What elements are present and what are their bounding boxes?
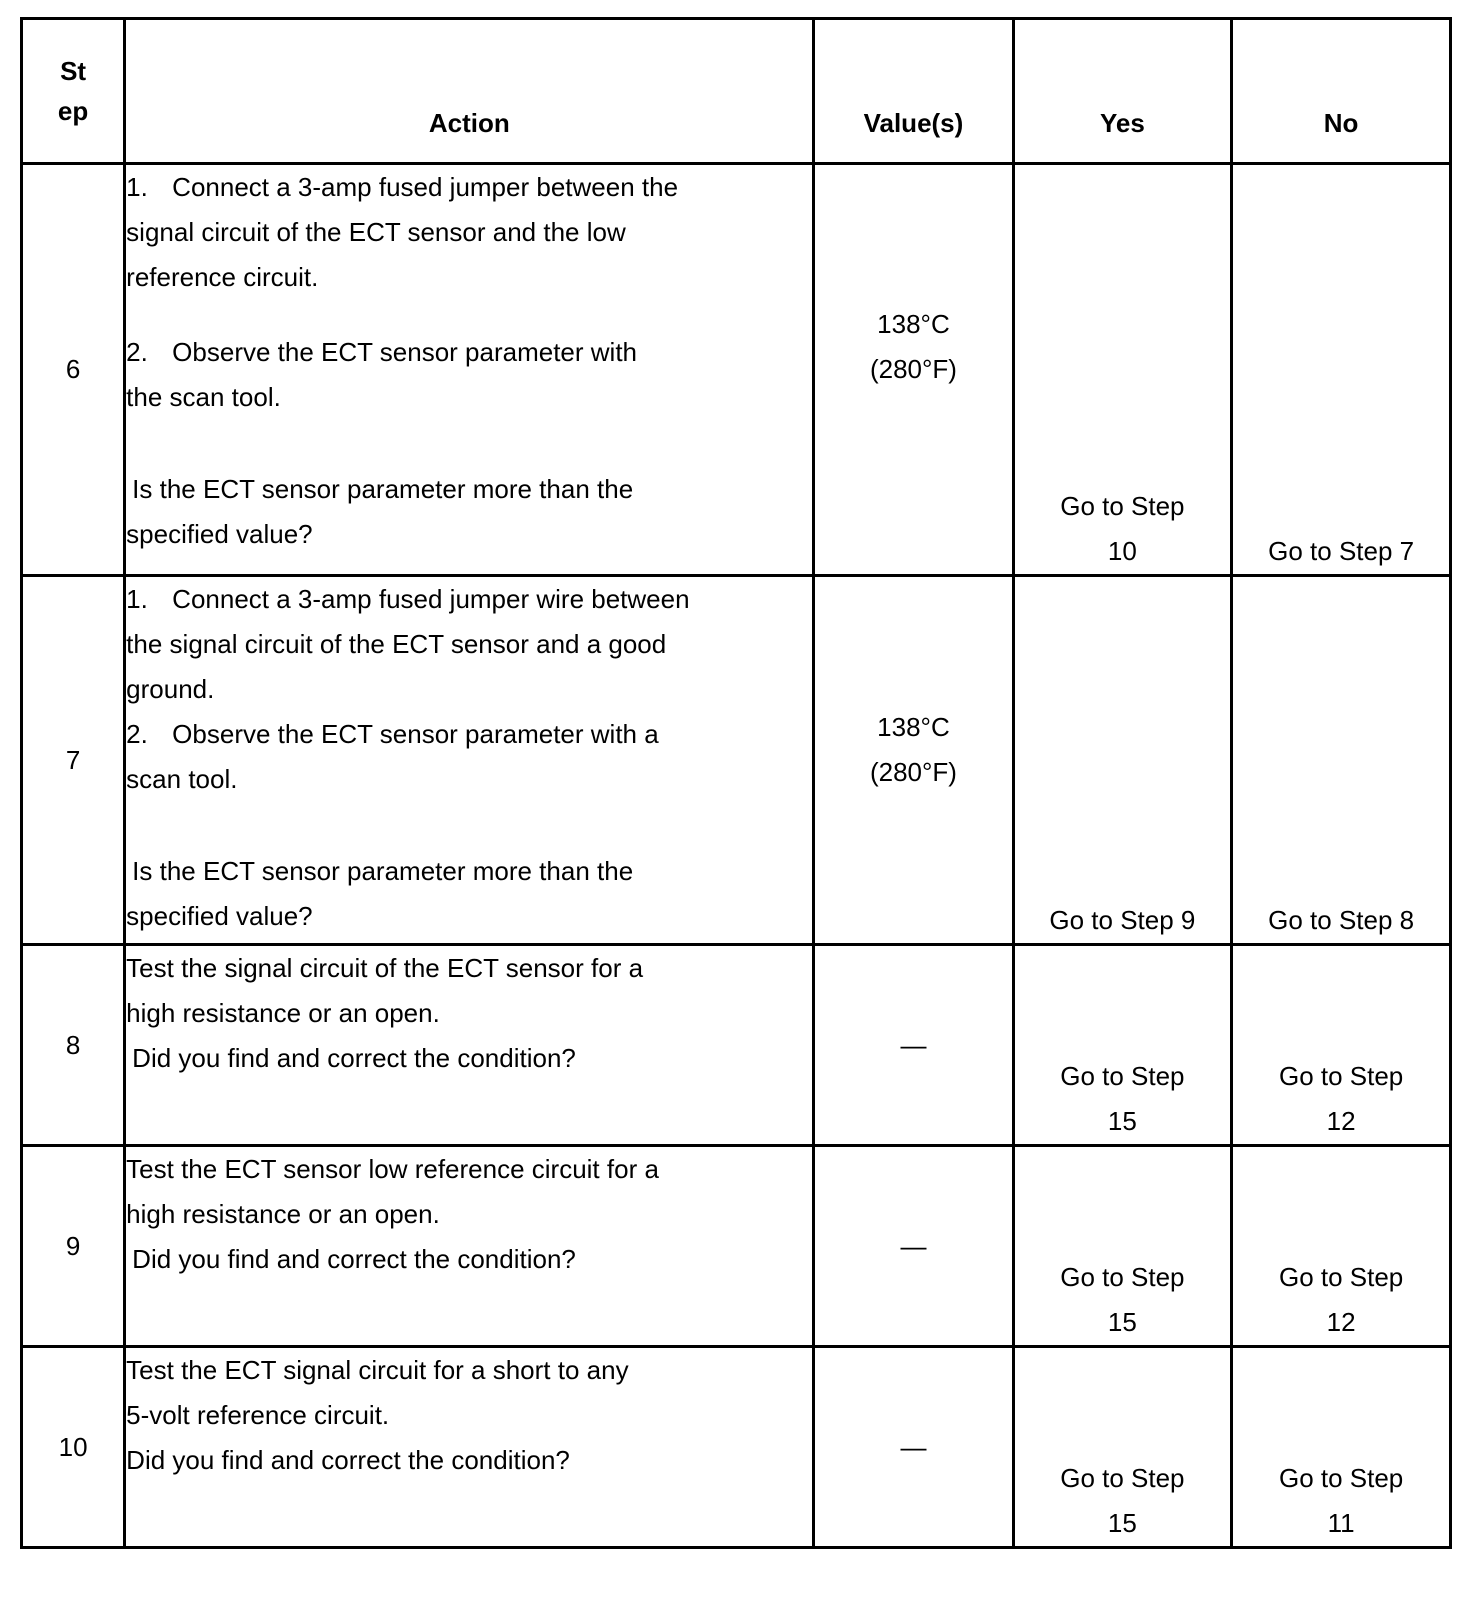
no-cell xyxy=(1232,1146,1451,1347)
action-item-1 xyxy=(126,165,812,210)
question-text: specified value? xyxy=(126,519,313,549)
question-text: Is the ECT sensor parameter more than the xyxy=(132,474,634,504)
question-text: specified value? xyxy=(126,901,313,931)
no-cell xyxy=(1232,164,1451,576)
yes-cell xyxy=(1013,164,1232,576)
no-text: Go to Step 8 xyxy=(1268,905,1415,935)
no-text: Go to Step xyxy=(1278,1463,1404,1493)
item-number: 1. xyxy=(126,584,148,614)
yes-text: Go to Step xyxy=(1060,1061,1185,1091)
no-step: 12 xyxy=(1326,1307,1356,1337)
value-cell xyxy=(814,164,1013,576)
value-dash: — xyxy=(900,1431,927,1462)
action-text: reference circuit. xyxy=(126,262,319,292)
action-text: the scan tool. xyxy=(126,382,281,412)
item-number: 2. xyxy=(126,719,148,749)
item-number: 2. xyxy=(126,337,148,367)
value-fahrenheit: (280°F) xyxy=(869,757,957,787)
question-text: Is the ECT sensor parameter more than the xyxy=(132,856,634,886)
no-text: Go to Step xyxy=(1278,1061,1404,1091)
header-action: Action xyxy=(125,19,814,164)
table-row-step-6 xyxy=(22,164,1451,576)
step-number: 8 xyxy=(22,945,125,1146)
action-text: 5-volt reference circuit. xyxy=(126,1400,390,1430)
action-text: high resistance or an open. xyxy=(126,1199,440,1229)
action-text: Observe the ECT sensor parameter with xyxy=(172,337,637,367)
action-cell xyxy=(125,1146,814,1347)
question-text: Did you find and correct the condition? xyxy=(132,1244,576,1274)
action-text: signal circuit of the ECT sensor and the low xyxy=(126,217,626,247)
action-text: high resistance or an open. xyxy=(126,998,440,1028)
yes-cell xyxy=(1013,576,1232,945)
value-cell xyxy=(814,1347,1013,1548)
no-step: 11 xyxy=(1327,1508,1355,1538)
yes-text: Go to Step xyxy=(1060,1262,1185,1292)
value-fahrenheit: (280°F) xyxy=(869,354,957,384)
action-text: Observe the ECT sensor parameter with a xyxy=(172,719,659,749)
yes-text: Go to Step 9 xyxy=(1049,905,1196,935)
table-row-step-10 xyxy=(22,1347,1451,1548)
yes-cell xyxy=(1013,945,1232,1146)
no-cell xyxy=(1232,1347,1451,1548)
table-row-step-9 xyxy=(22,1146,1451,1347)
no-step: 12 xyxy=(1326,1106,1356,1136)
action-cell xyxy=(125,576,814,945)
header-step xyxy=(22,19,125,164)
step-number: 6 xyxy=(22,164,125,576)
action-text: Test the signal circuit of the ECT sensor for a xyxy=(126,953,644,983)
value-cell xyxy=(814,576,1013,945)
action-text: ground. xyxy=(126,674,215,704)
table-row-step-7 xyxy=(22,576,1451,945)
action-text: scan tool. xyxy=(126,764,238,794)
question-text: Did you find and correct the condition? xyxy=(126,1445,570,1475)
action-text: Connect a 3-amp fused jumper wire between xyxy=(172,584,690,614)
action-text: Test the ECT signal circuit for a short to any xyxy=(126,1355,629,1385)
header-no: No xyxy=(1232,19,1451,164)
header-step-line2: ep xyxy=(57,96,89,126)
value-cell xyxy=(814,945,1013,1146)
yes-step: 15 xyxy=(1107,1307,1137,1337)
value-celsius: 138°C xyxy=(877,712,950,742)
diagnostic-table xyxy=(20,17,1452,1549)
step-number: 9 xyxy=(22,1146,125,1347)
action-cell xyxy=(125,1347,814,1548)
step-number: 10 xyxy=(22,1347,125,1548)
action-item-2 xyxy=(126,712,812,757)
yes-text: Go to Step xyxy=(1060,491,1185,521)
item-number: 1. xyxy=(126,172,148,202)
yes-step: 15 xyxy=(1107,1508,1137,1538)
value-dash: — xyxy=(900,1029,927,1060)
no-text: Go to Step xyxy=(1278,1262,1404,1292)
header-yes: Yes xyxy=(1013,19,1232,164)
action-text: Test the ECT sensor low reference circuit for a xyxy=(126,1154,659,1184)
action-cell xyxy=(125,164,814,576)
step-number: 7 xyxy=(22,576,125,945)
action-text: the signal circuit of the ECT sensor and a good xyxy=(126,629,667,659)
yes-text: Go to Step xyxy=(1060,1463,1185,1493)
value-cell xyxy=(814,1146,1013,1347)
value-dash: — xyxy=(900,1230,927,1261)
value-celsius: 138°C xyxy=(877,309,950,339)
action-item-1 xyxy=(126,577,812,622)
no-cell xyxy=(1232,945,1451,1146)
question-text: Did you find and correct the condition? xyxy=(132,1043,576,1073)
no-cell xyxy=(1232,576,1451,945)
yes-cell xyxy=(1013,1146,1232,1347)
header-step-line1: St xyxy=(60,56,87,86)
action-text: Connect a 3-amp fused jumper between the xyxy=(172,172,679,202)
yes-step: 10 xyxy=(1107,536,1137,566)
action-cell xyxy=(125,945,814,1146)
header-row xyxy=(22,19,1451,164)
header-values: Value(s) xyxy=(814,19,1013,164)
yes-step: 15 xyxy=(1107,1106,1137,1136)
action-item-2 xyxy=(126,330,812,375)
table-row-step-8 xyxy=(22,945,1451,1146)
yes-cell xyxy=(1013,1347,1232,1548)
no-text: Go to Step 7 xyxy=(1268,536,1415,566)
